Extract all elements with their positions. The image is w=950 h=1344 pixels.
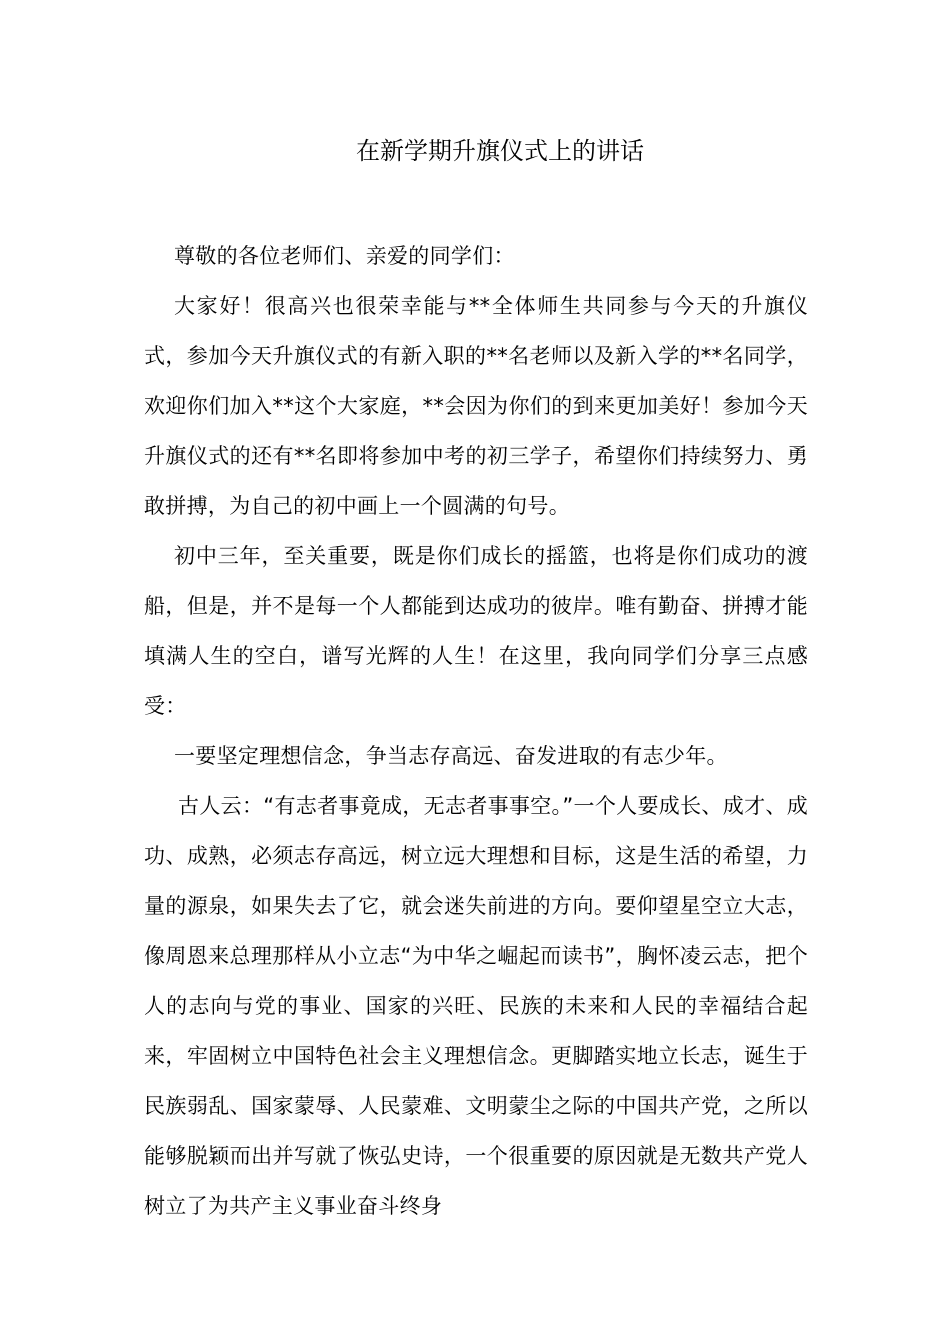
greeting-line: 尊敬的各位老师们、亲爱的同学们： [174, 244, 515, 268]
document-title: 在新学期升旗仪式上的讲话 [356, 137, 644, 165]
paragraph-point-one-heading: 一要坚定理想信念，争当志存高远、奋发进取的有志少年。 [174, 744, 728, 768]
paragraph-welcome: 大家好！很高兴也很荣幸能与**全体师生共同参与今天的升旗仪式，参加今天升旗仪式的有新入职的**名老师以及新入学的**名同学，欢迎你们加入**这个大家庭，**会因为你们的到来更加美好！参加今天升旗仪式的还有**名即将参加中考的初三学子，希望你们持续努力、勇敢拼搏，为自己的初中画上一个圆满的句号。 [144, 294, 808, 518]
document-body [144, 231, 808, 1231]
paragraph-ambition: 古人云：“有志者事竟成，无志者事事空。”一个人要成长、成才、成功、成熟，必须志存高远，树立远大理想和目标，这是生活的希望，力量的源泉，如果失去了它，就会迷失前进的方向。要仰望星空立大志，像周恩来总理那样从小立志“为中华之崛起而读书”，胸怀凌云志，把个人的志向与党的事业、国家的兴旺、民族的未来和人民的幸福结合起来，牢固树立中国特色社会主义理想信念。更脚踏实地立长志，诞生于民族弱乱、国家蒙辱、人民蒙难、文明蒙尘之际的中国共产党，之所以能够脱颖而出并写就了恢弘史诗，一个很重要的原因就是无数共产党人树立了为共产主义事业奋斗终身 [144, 794, 808, 1218]
paragraph-junior-high: 初中三年，至关重要，既是你们成长的摇篮，也将是你们成功的渡船，但是，并不是每一个人都能到达成功的彼岸。唯有勤奋、拼搏才能填满人生的空白，谱写光辉的人生！在这里，我向同学们分享三点感受： [144, 544, 808, 718]
